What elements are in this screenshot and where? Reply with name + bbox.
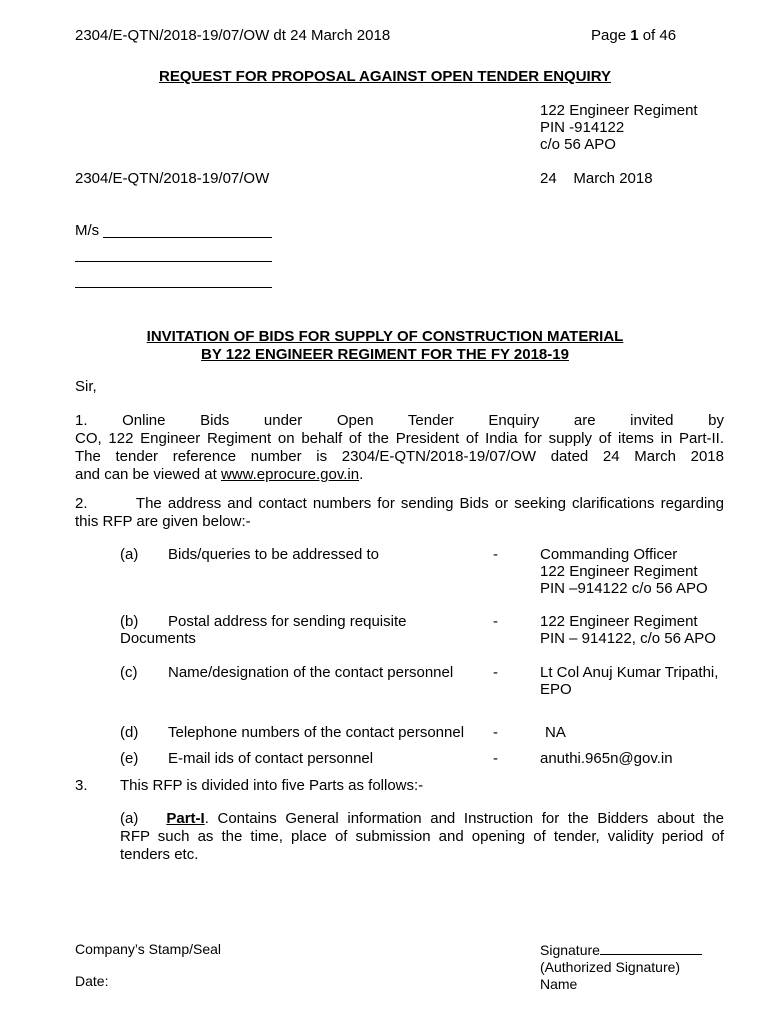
letter-reference: 2304/E-QTN/2018-19/07/OW bbox=[75, 170, 270, 187]
contact-description: Name/designation of the contact personnel bbox=[168, 664, 454, 681]
letter-date: 24 March 2018 bbox=[540, 170, 653, 187]
contact-label: (e) bbox=[120, 750, 139, 767]
contact-description: Postal address for sending requisite bbox=[168, 613, 407, 630]
contact-value-line: PIN – 914122, c/o 56 APO bbox=[540, 630, 716, 647]
part-1-label: Part-I bbox=[166, 810, 205, 827]
header-reference: 2304/E-QTN/2018-19/07/OW dt 24 March 2018 bbox=[75, 27, 391, 44]
contact-description: Bids/queries to be addressed to bbox=[168, 546, 379, 563]
contact-value bbox=[540, 613, 716, 647]
contact-dash: - bbox=[493, 546, 498, 563]
part-1-description bbox=[120, 810, 724, 864]
date-label: Date: bbox=[75, 973, 109, 989]
addressee-blank-line[interactable] bbox=[75, 261, 272, 262]
paragraph-1-line: 1. Online Bids under Open Tender Enquiry are invited by bbox=[75, 412, 724, 429]
part-1-line: RFP such as the time, place of submission and opening of tender, validity period of bbox=[120, 828, 724, 845]
addressee-blank-line[interactable] bbox=[103, 237, 272, 238]
authorized-signature-label: (Authorized Signature) bbox=[540, 959, 681, 975]
signature-blank[interactable] bbox=[600, 941, 702, 955]
addressee-blank-line[interactable] bbox=[75, 287, 272, 288]
paragraph-3-text: This RFP is divided into five Parts as follows:- bbox=[120, 777, 424, 794]
name-label: Name bbox=[540, 976, 578, 992]
paragraph-2-line: 2. The address and contact numbers for sending Bids or seeking clarifications regarding bbox=[75, 495, 724, 512]
contact-value-line: PIN –914122 c/o 56 APO bbox=[540, 580, 708, 597]
contact-dash: - bbox=[493, 613, 498, 630]
company-stamp-label: Company’s Stamp/Seal bbox=[75, 941, 222, 957]
sender-address-line: PIN -914122 bbox=[540, 119, 625, 136]
signature-line bbox=[540, 941, 702, 959]
contact-dash: - bbox=[493, 664, 498, 681]
contact-email[interactable]: anuthi.965n@gov.in bbox=[540, 750, 673, 767]
contact-value-line: Commanding Officer bbox=[540, 546, 678, 563]
sub-label: (a) bbox=[120, 810, 139, 827]
paragraph-2-line: this RFP are given below:- bbox=[75, 513, 251, 530]
contact-value bbox=[540, 664, 718, 698]
signature-label: Signature bbox=[540, 942, 600, 958]
part-1-line: tenders etc. bbox=[120, 846, 199, 863]
paragraph-1-text: and can be viewed at bbox=[75, 466, 221, 483]
contact-description: Telephone numbers of the contact personnel bbox=[168, 724, 465, 741]
page-prefix: Page bbox=[591, 27, 631, 44]
paragraph-1-text: . bbox=[359, 466, 364, 483]
paragraph-1 bbox=[75, 412, 724, 484]
paragraph-1-line: CO, 122 Engineer Regiment on behalf of the President of India for supply of items in Part-II. bbox=[75, 430, 724, 447]
contact-label: (b) bbox=[120, 613, 139, 630]
paragraph-2 bbox=[75, 495, 724, 531]
part-1-text: . Contains General information and Instruction for the Bidders about the bbox=[204, 810, 724, 827]
subject-line-2: BY 122 ENGINEER REGIMENT FOR THE FY 2018-19 bbox=[201, 346, 569, 363]
contact-dash: - bbox=[493, 724, 498, 741]
contact-value-line: 122 Engineer Regiment bbox=[540, 563, 698, 580]
contact-description-continued: Documents bbox=[120, 630, 196, 647]
part-1-line bbox=[120, 810, 724, 828]
contact-value-line: 122 Engineer Regiment bbox=[540, 613, 698, 630]
contact-value bbox=[540, 546, 708, 597]
page-number bbox=[591, 27, 676, 44]
current-page: 1 bbox=[630, 27, 639, 44]
paragraph-1-line bbox=[75, 466, 724, 484]
paragraph-1-line: The tender reference number is 2304/E-QTN/2018-19/07/OW dated 24 March 2018 bbox=[75, 448, 724, 465]
sender-address bbox=[540, 102, 698, 153]
sender-address-line: 122 Engineer Regiment bbox=[540, 102, 698, 119]
contact-value-line: EPO bbox=[540, 681, 572, 698]
document-title: REQUEST FOR PROPOSAL AGAINST OPEN TENDER ENQUIRY bbox=[159, 68, 611, 85]
contact-description: E-mail ids of contact personnel bbox=[168, 750, 374, 767]
contact-dash: - bbox=[493, 750, 498, 767]
addressee-prefix: M/s bbox=[75, 222, 100, 239]
paragraph-3-number: 3. bbox=[75, 777, 88, 794]
contact-label: (d) bbox=[120, 724, 139, 741]
page-suffix: of 46 bbox=[638, 27, 677, 44]
eprocure-link[interactable]: www.eprocure.gov.in bbox=[220, 466, 360, 483]
subject-line-1: INVITATION OF BIDS FOR SUPPLY OF CONSTRUCTION MATERIAL bbox=[146, 328, 624, 345]
contact-label: (a) bbox=[120, 546, 139, 563]
salutation: Sir, bbox=[75, 378, 97, 395]
contact-value-line: Lt Col Anuj Kumar Tripathi, bbox=[540, 664, 719, 681]
signature-block bbox=[540, 941, 702, 993]
contact-label: (c) bbox=[120, 664, 138, 681]
contact-value: NA bbox=[545, 724, 566, 741]
sender-address-line: c/o 56 APO bbox=[540, 136, 616, 153]
